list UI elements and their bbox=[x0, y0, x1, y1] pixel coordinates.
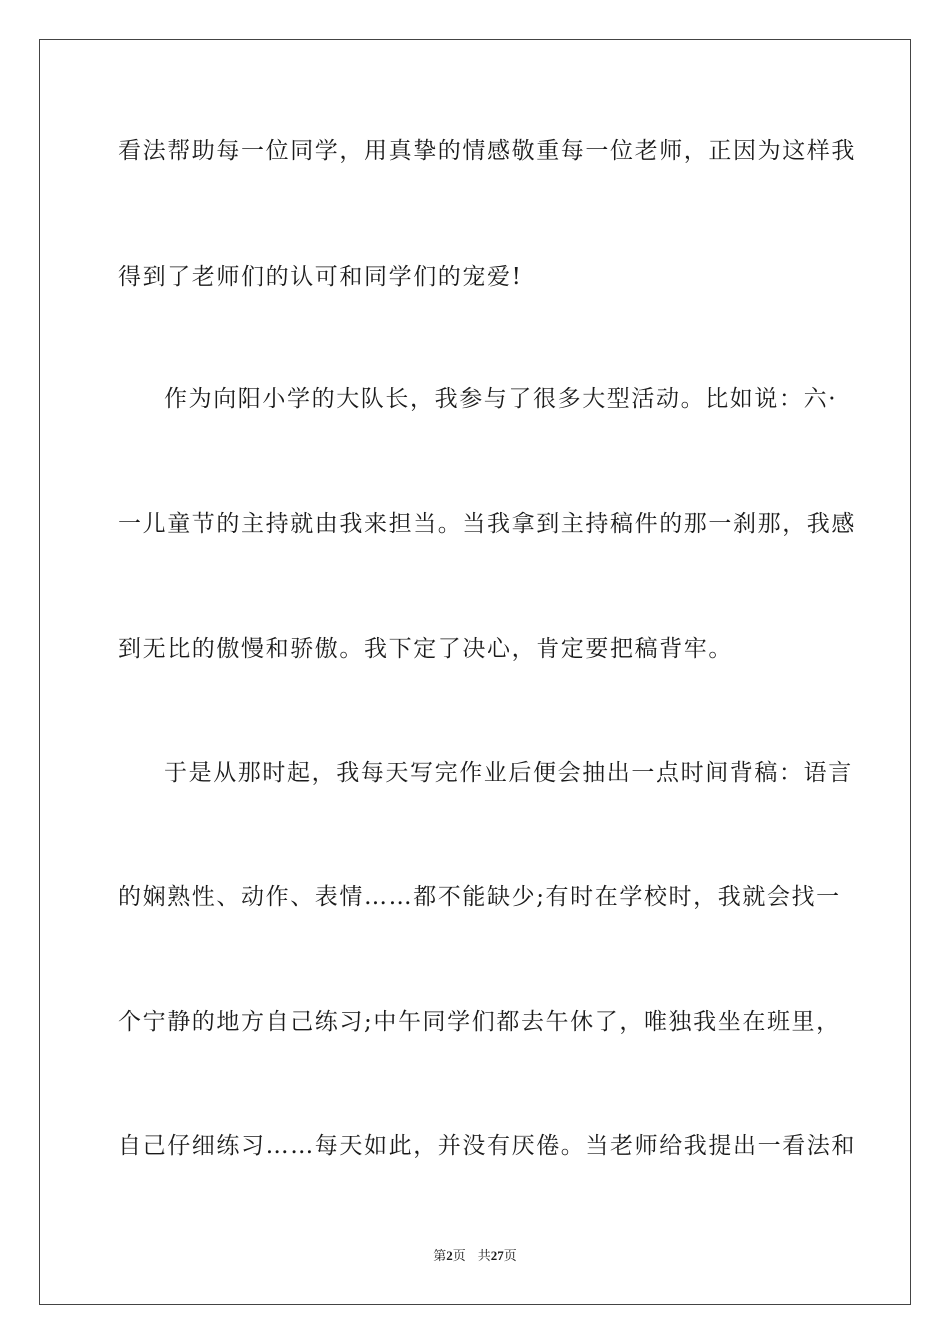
text-line-1: 看法帮助每一位同学，用真挚的情感敬重每一位老师，正因为这样我 bbox=[118, 138, 856, 164]
text-line-8: 个宁静的地方自己练习;中午同学们都去午休了，唯独我坐在班里， bbox=[118, 1009, 841, 1035]
page-total: 27 bbox=[490, 1248, 504, 1263]
text-line-5: 到无比的傲慢和骄傲。我下定了决心，肯定要把稿背牢。 bbox=[118, 636, 733, 662]
page-suffix: 页 bbox=[452, 1249, 466, 1264]
page-current: 2 bbox=[446, 1248, 453, 1263]
text-line-3: 作为向阳小学的大队长，我参与了很多大型活动。比如说：六· bbox=[164, 386, 838, 412]
page-footer bbox=[0, 1247, 950, 1266]
text-line-4: 一儿童节的主持就由我来担当。当我拿到主持稿件的那一刹那，我感 bbox=[118, 511, 856, 537]
text-line-2: 得到了老师们的认可和同学们的宠爱! bbox=[118, 264, 523, 290]
text-line-9: 自己仔细练习……每天如此，并没有厌倦。当老师给我提出一看法和 bbox=[118, 1133, 856, 1159]
page-prefix: 第 bbox=[433, 1249, 447, 1264]
total-prefix: 共 bbox=[477, 1249, 491, 1264]
text-line-6: 于是从那时起，我每天写完作业后便会抽出一点时间背稿：语言 bbox=[164, 760, 853, 786]
page-border bbox=[39, 39, 911, 1305]
total-suffix: 页 bbox=[503, 1249, 517, 1264]
text-line-7: 的娴熟性、动作、表情……都不能缺少;有时在学校时，我就会找一 bbox=[118, 884, 841, 910]
